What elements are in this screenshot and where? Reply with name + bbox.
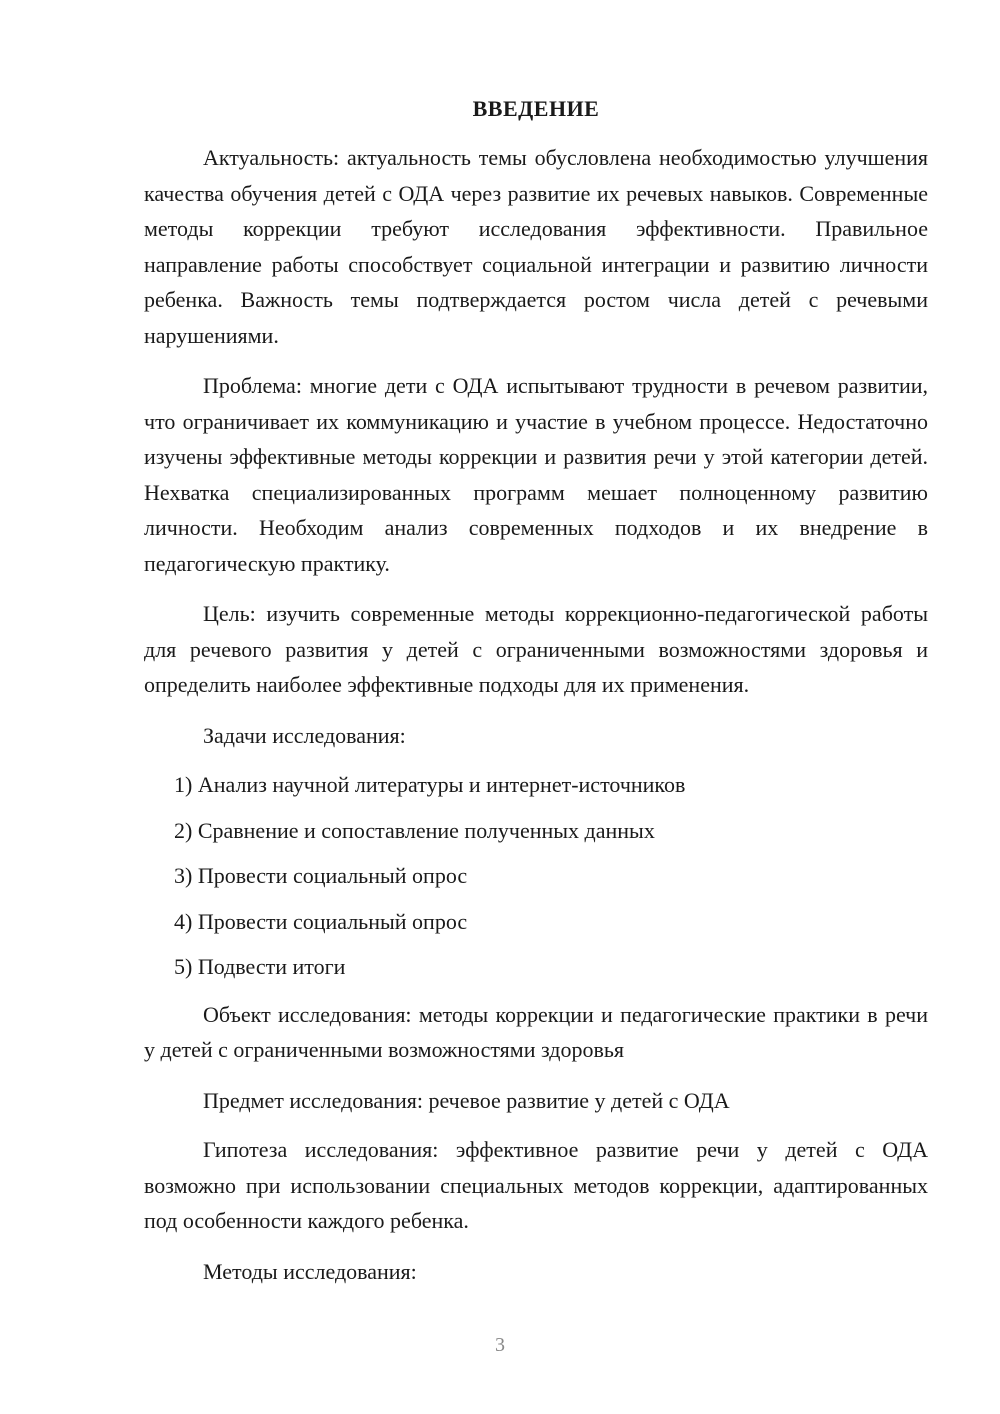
paragraph-problem: Проблема: многие дети с ОДА испытывают трудности в речевом развитии, что ограничивает их коммуникацию и участие в учебном процессе. Недостаточно изучены эффективные методы коррекции и развития речи у этой категории детей. Нехватка специализированных программ мешает полноценному развитию личности. Необходим анализ современных подходов и их внедрение в педагогическую практику. (144, 373, 928, 576)
methods-title: Методы исследования: (203, 1258, 417, 1284)
list-item: 2) Сравнение и сопоставление полученных данных (174, 817, 655, 843)
paragraph-subject: Предмет исследования: речевое развитие у детей с ОДА (203, 1087, 730, 1113)
tasks-list (144, 767, 928, 985)
paragraph-object: Объект исследования: методы коррекции и педагогические практики в речи у детей с ограниченными возможностями здоровья (144, 1001, 928, 1062)
section-heading: ВВЕДЕНИЕ (472, 96, 600, 121)
list-item: 1) Анализ научной литературы и интернет-источников (174, 772, 686, 797)
list-item: 5) Подвести итоги (174, 954, 346, 979)
paragraph-hypothesis: Гипотеза исследования: эффективное развитие речи у детей с ОДА возможно при использовании специальных методов коррекции, адаптированных под особенности каждого ребенка. (144, 1137, 928, 1233)
document-page (144, 92, 928, 1303)
page-number: 3 (495, 1334, 505, 1356)
list-item: 4) Провести социальный опрос (174, 908, 468, 934)
paragraph-relevance: Актуальность: актуальность темы обусловлена необходимостью улучшения качества обучения детей с ОДА через развитие их речевых навыков. Современные методы коррекции требуют исследования эффективности. Правильное направление работы способствует социальной интеграции и развитию личности ребенка. Важность темы подтверждается ростом числа детей с речевыми нарушениями. (144, 145, 928, 348)
list-item: 3) Провести социальный опрос (174, 863, 468, 888)
paragraph-goal: Цель: изучить современные методы коррекционно-педагогической работы для речевого развития у детей с ограниченными возможностями здоровья и определить наиболее эффективные подходы для их применения. (144, 601, 928, 697)
tasks-title: Задачи исследования: (203, 722, 406, 748)
